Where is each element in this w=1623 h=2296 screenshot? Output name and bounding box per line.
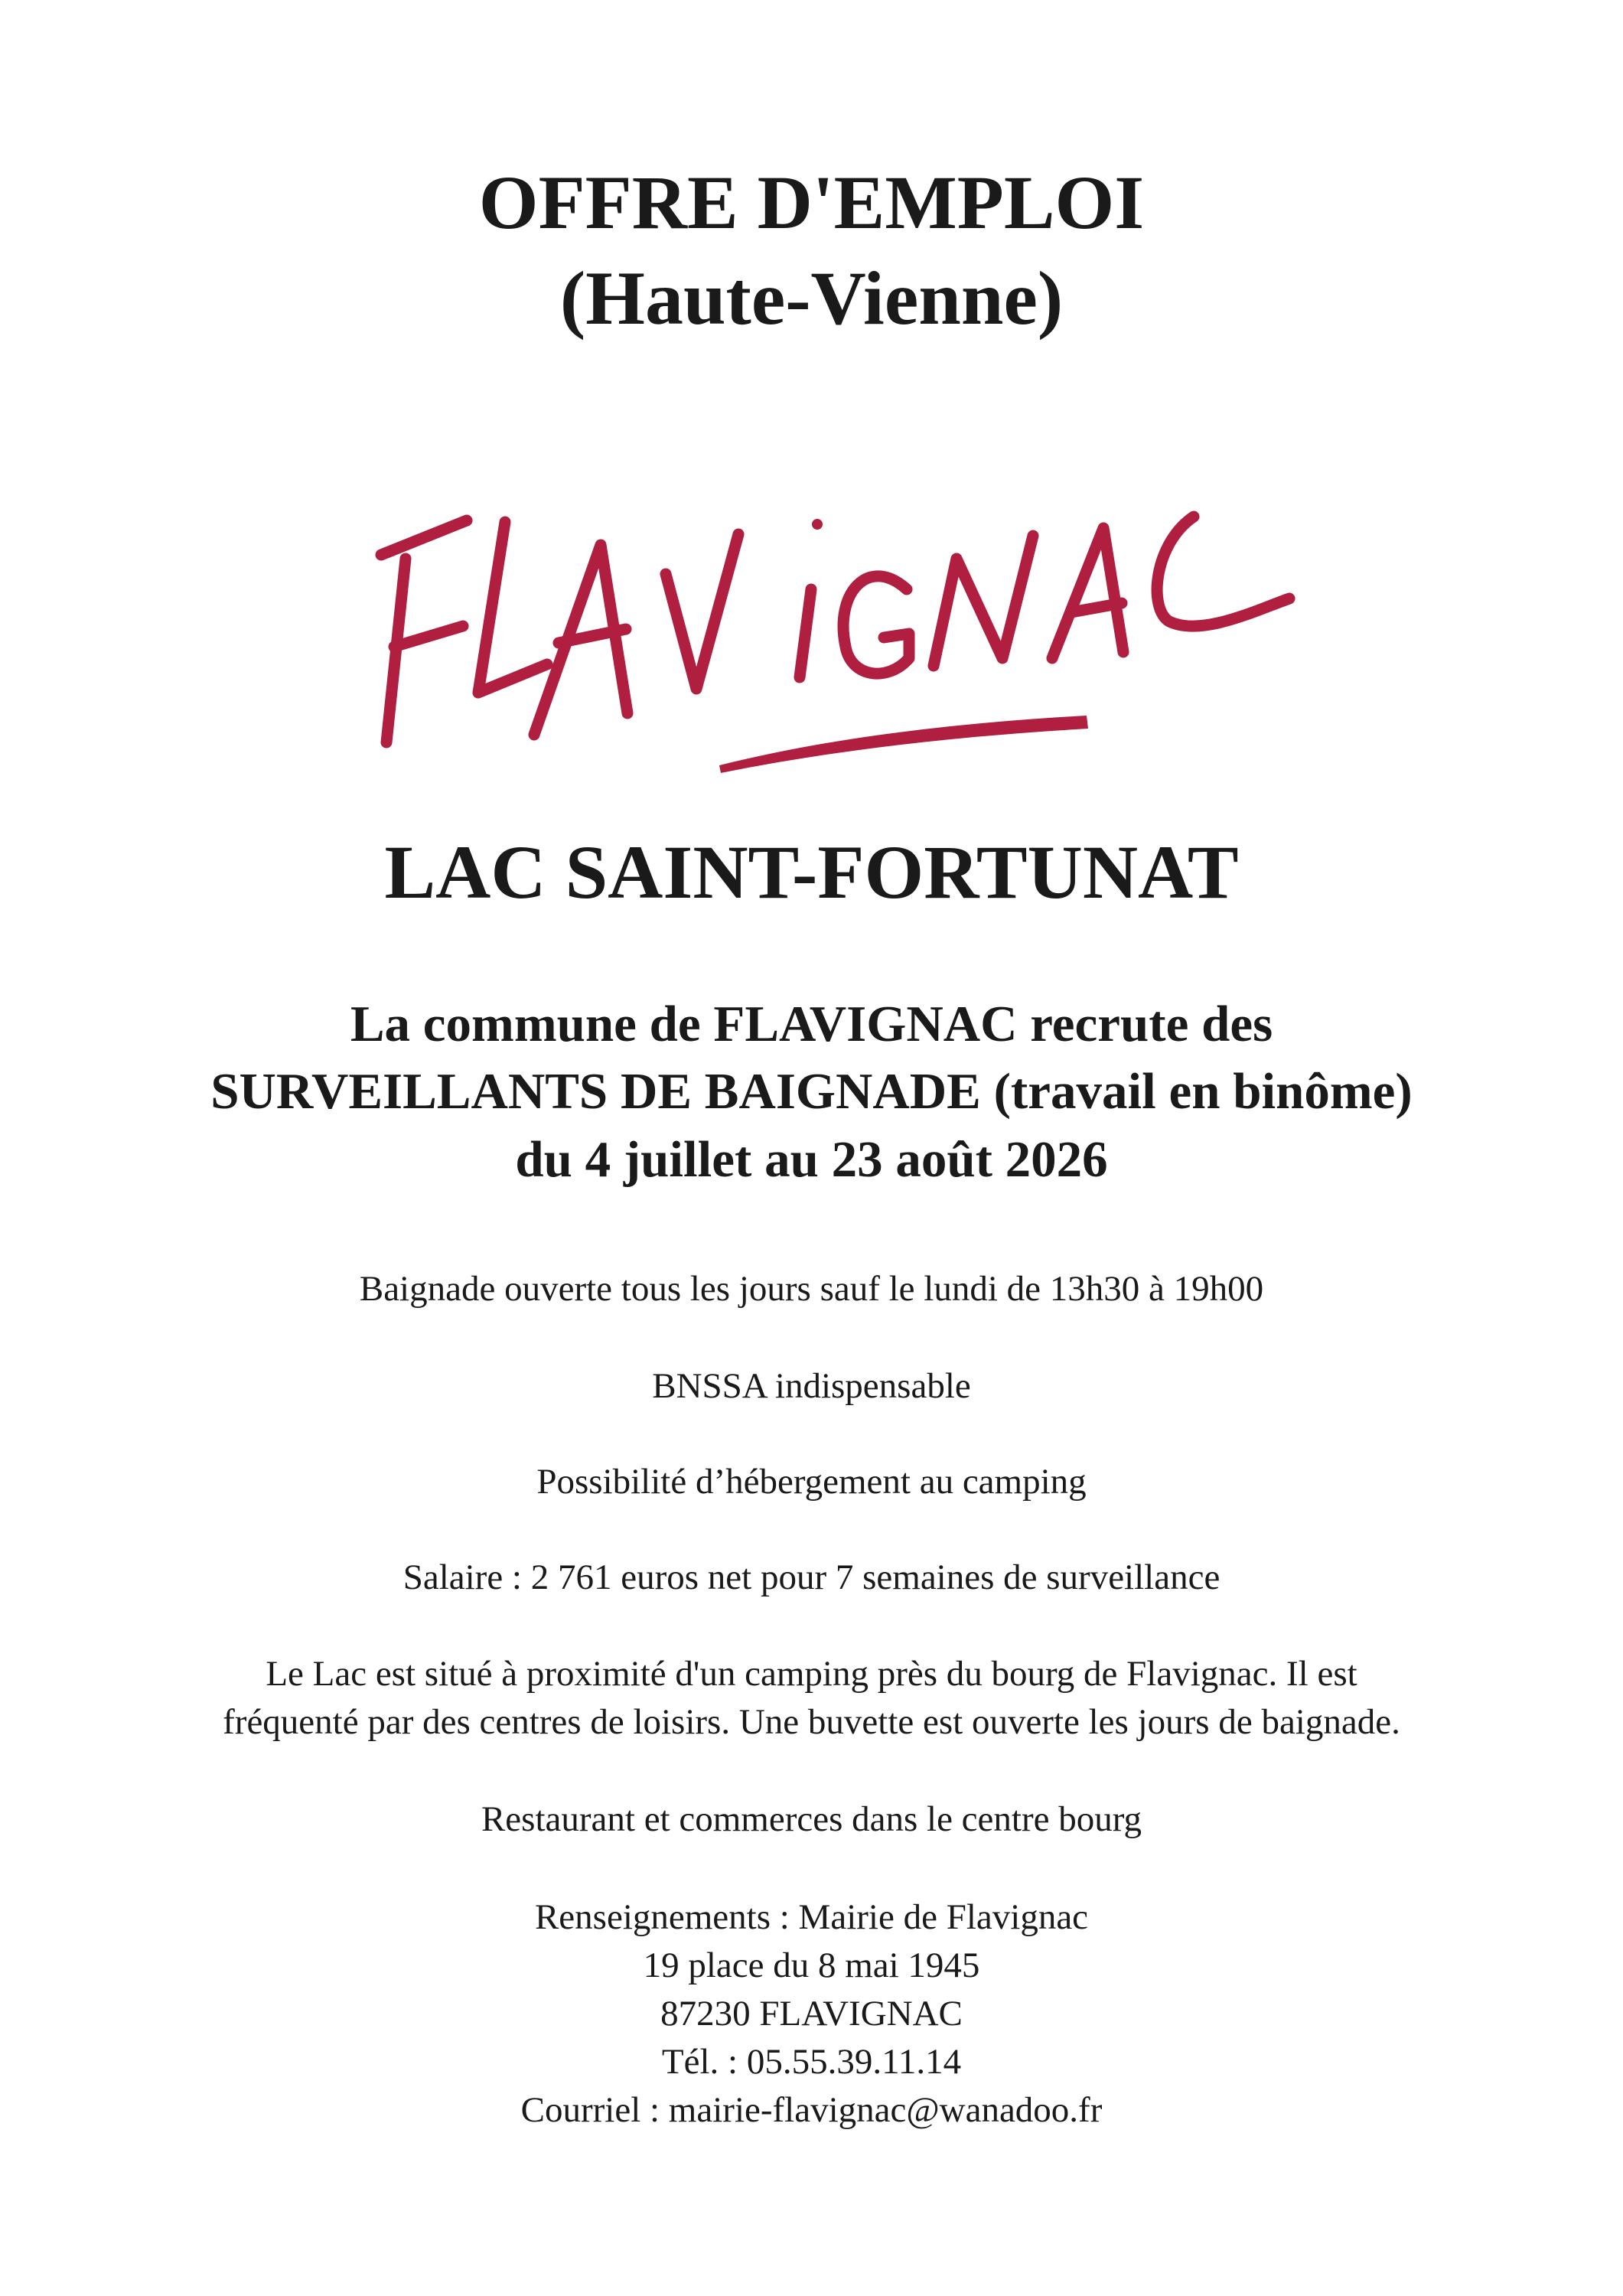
requirement-text: BNSSA indispensable (652, 1366, 971, 1406)
salary-text: Salaire : 2 761 euros net pour 7 semaines de surveillance (402, 1557, 1221, 1597)
announcement-line-2: SURVEILLANTS DE BAIGNADE (travail en binôme) (210, 1063, 1413, 1120)
contact-city: 87230 FLAVIGNAC (660, 1994, 963, 2033)
contact-address: 19 place du 8 mai 1945 (643, 1945, 980, 1985)
page-title: OFFRE D'EMPLOI (478, 160, 1145, 245)
contact-email: Courriel : mairie-flavignac@wanadoo.fr (520, 2090, 1103, 2130)
region-subtitle: (Haute-Vienne) (559, 256, 1064, 341)
contact-label: Renseignements : Mairie de Flavignac (534, 1897, 1089, 1937)
amenities-text: Restaurant et commerces dans le centre bourg (481, 1799, 1142, 1839)
announcement-dates: du 4 juillet au 23 août 2026 (515, 1131, 1108, 1188)
housing-text: Possibilité d’hébergement au camping (536, 1462, 1087, 1502)
flavignac-logo (352, 436, 1316, 796)
contact-phone: Tél. : 05.55.39.11.14 (661, 2042, 962, 2082)
opening-hours: Baignade ouverte tous les jours sauf le lundi de 13h30 à 19h00 (359, 1269, 1264, 1309)
lake-description-line-2: fréquenté par des centres de loisirs. Une buvette est ouverte les jours de baignade. (223, 1702, 1400, 1742)
announcement-line-1: La commune de FLAVIGNAC recrute des (350, 996, 1273, 1052)
lake-name-heading: LAC SAINT-FORTUNAT (384, 830, 1239, 915)
lake-description-line-1: Le Lac est situé à proximité d'un camping près du bourg de Flavignac. Il est (266, 1654, 1357, 1694)
